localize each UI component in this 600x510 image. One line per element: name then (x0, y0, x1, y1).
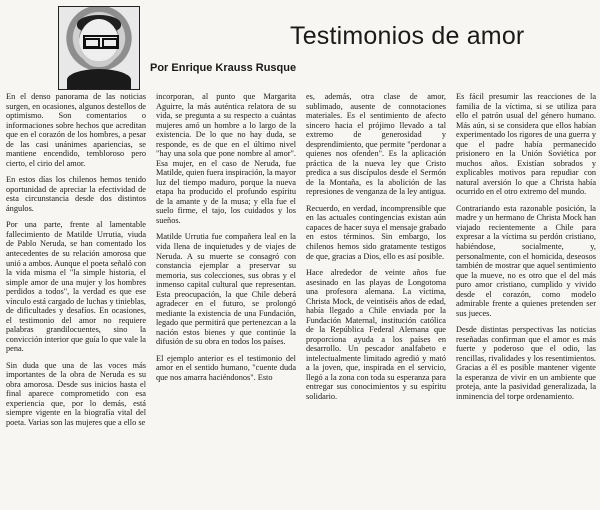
paragraph: Contrariando esta razonable posición, la madre y un hermano de Christa Mock han viajado recientemente a Chile para expresar a la víctima su perdón cristiano, habiéndose, socialmente, y, personalmente, con el homicida, deseosos también de mostrar que aquel sentimiento que la mueve, no es otro que el del más puro amor cristiano, cumplido y vivido desde el corazón, como modelo admirable frente a quienes pretenden ser sus jueces. (456, 203, 596, 318)
column-3 (306, 92, 446, 506)
paragraph: Sin duda que una de las voces más importantes de la obra de Neruda es su obra amorosa. Desde sus inicios hasta el final aparece comprometido con esa experiencia que, por lo demás, está siempre vigente en la biografía vital del poeta. Varias son las mujeres que a ello se (6, 360, 146, 427)
author-glasses (83, 35, 119, 49)
column-4 (456, 92, 596, 506)
author-photo (58, 6, 140, 90)
paragraph: Matilde Urrutia fue compañera leal en la vida llena de inquietudes y de viajes de Neruda. A su muerte se consagró con constancia ejemplar a preservar su memoria, sus colecciones, sus obras y el inmenso capital cultural que representan. Esta preocupación, la que Chile deberá agradecer en el futuro, se prolongó mediante la existencia de una Fundación, legado que permitirá que pertenezcan a la nación estos bienes y que continúe la difusión de su obra en todos los países. (156, 232, 296, 347)
paragraph: Por una parte, frente al lamentable fallecimiento de Matilde Urrutia, viuda de Pablo Neruda, se han comentado los antecedentes de su relación amorosa que unió a ambos. Aunque el poeta señaló con la vida misma el "la simple historia, el simple amor de una mujer y los hombres perdidos a todos", la verdad es que ese vínculo está cargado de luchas y tinieblas, de dificultades y desafíos. En ocasiones, el testimonio del amor no requiere palabras grandilocuentes, sino la convicción interior que guía lo que vale la pena. (6, 220, 146, 354)
author-shirt (67, 69, 131, 90)
paragraph: En estos días los chilenos hemos tenido oportunidad de apreciar la efectividad de esta circunstancia desde dos distintos ángulos. (6, 175, 146, 213)
paragraph: incorporan, al punto que Margarita Aguirre, la más auténtica relatora de su vida, se pregunta a su respecto a cuántas mujeres amó un hombre a lo largo de la existencia. De lo que no hay duda, se responde, es de que en el último nivel "hay una sola que pone nombre al amor". Esa mujer, en el caso de Neruda, fue Matilde, quien fuera inspiración, la mayor luz del tiempo maduro, porque la nueva etapa ha producido el profundo espíritu de la amante y de la musa; y ella fue el suelo firme, el tajo, los cuidados y los sueños. (156, 92, 296, 225)
paragraph: Recuerdo, en verdad, incomprensible que en las actuales contingencias existan aún capaces de hacer suya el mensaje grabado en estos términos. Sin embargo, los chilenos hemos sido gratamente testigos de que, gracias a Dios, ello es así posible. (306, 203, 446, 261)
column-1 (6, 92, 146, 506)
paragraph: Desde distintas perspectivas las noticias reseñadas confirman que el amor es más fuerte y poderoso que el odio, las rencillas, rivalidades y los resentimientos. Gracias a él es posible mantener vigente la esperanza de vivir en un ambiente que proteja, ante la pasividad generalizada, la inminencia del torpe ordenamiento. (456, 325, 596, 401)
paragraph: Hace alrededor de veinte años fue asesinado en las playas de Longotoma una profesora alemana. La víctima, Christa Mock, de veintiséis años de edad, había llegado a Chile enviada por la Fundación Maternal, institución católica de la República Federal Alemana que proporciona ayuda a los países en desarrollo. Un pescador analfabeto e intelectualmente limitado agredió y mató a la joven, que, inspirada en el servicio, llegó a la zona con toda su esperanza para entregar sus conocimientos y su espíritu solidario. (306, 268, 446, 401)
paragraph: El ejemplo anterior es el testimonio del amor en el sentido humano, "cuente duda que nos amarra haciéndonos". Esto (156, 353, 296, 382)
paragraph: Es fácil presumir las reacciones de la familia de la víctima, si se utiliza para ello el patrón usual del género humano. Más aún, si se considera que ellos habían experimentado los rigores de una guerra y que el padre había permanecido prisionero en la Unión Soviética por muchos años. Existían sobrados y explicables motivos para repudiar con natural aversión lo que a Christa había ocurrido en el otro extremo del mundo. (456, 92, 596, 197)
article-title: Testimonios de amor (290, 22, 525, 50)
article-columns (6, 92, 596, 506)
paragraph: es, además, otra clase de amor, sublimado, ausente de connotaciones materiales. Es el sentimiento de afecto sincero hacia el prójimo llevado a tal extremo de generosidad y desprendimiento, que permite "perdonar a quienes nos ofenden". Es la aplicación práctica de la nueva ley que Cristo predica a sus discípulos desde el Sermón de la Montaña, es la abolición de las represiones de venganza de la ley antigua. (306, 92, 446, 197)
paragraph: En el denso panorama de las noticias surgen, en ocasiones, algunos destellos de optimismo. Son comentarios o informaciones sobre hechos que acreditan que en el corazón de los hombres, a pesar de las casi unánimes apariencias, se mantiene encendido, tembloroso pero cierto, el cirio del amor. (6, 92, 146, 168)
article-byline: Por Enrique Krauss Rusque (150, 62, 297, 74)
column-2 (156, 92, 296, 506)
